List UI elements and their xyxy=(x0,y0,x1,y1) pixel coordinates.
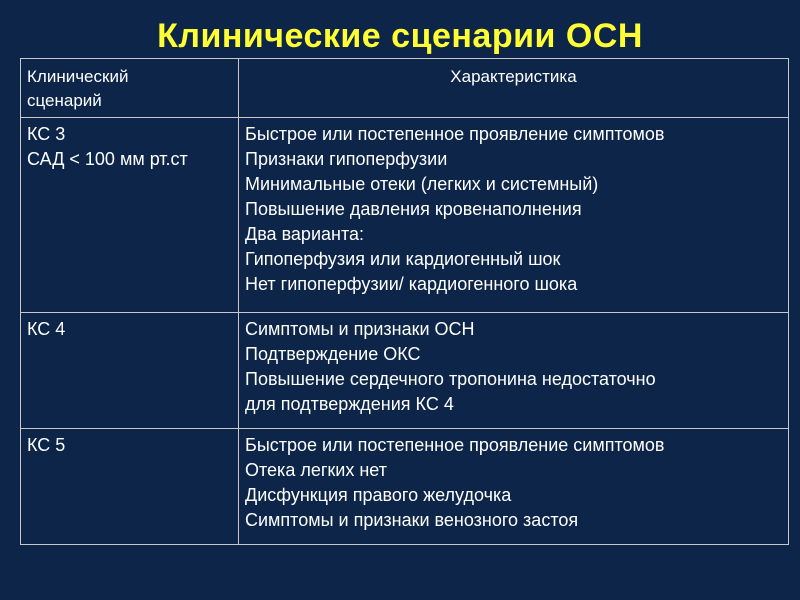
characteristic-cell xyxy=(239,313,789,429)
characteristic-cell xyxy=(239,118,789,313)
characteristic-line: Быстрое или постепенное проявление симптомов xyxy=(245,435,665,455)
slide-title: Клинические сценарии ОСН xyxy=(157,17,643,55)
characteristic-line: Гипоперфузия или кардиогенный шок xyxy=(245,249,561,269)
table-row xyxy=(21,313,789,429)
characteristic-line: Повышение давления кровенаполнения xyxy=(245,199,582,219)
header-characteristic xyxy=(239,59,789,118)
characteristic-line: Дисфункция правого желудочка xyxy=(245,485,512,505)
header-scenario-label: Клинический сценарий xyxy=(27,67,129,110)
table-header-row xyxy=(21,59,789,118)
scenario-cell xyxy=(21,118,239,313)
header-characteristic-label: Характеристика xyxy=(450,67,577,86)
scenario-name: КС 5 xyxy=(27,435,66,455)
scenarios-table xyxy=(20,58,789,545)
characteristic-line: Отека легких нет xyxy=(245,460,387,480)
characteristic-line: Симптомы и признаки ОСН xyxy=(245,319,475,339)
characteristic-line: Два варианта: xyxy=(245,224,365,244)
characteristic-line: для подтверждения КС 4 xyxy=(245,394,454,414)
characteristic-line: Симптомы и признаки венозного застоя xyxy=(245,510,579,530)
table-row xyxy=(21,118,789,313)
header-scenario xyxy=(21,59,239,118)
characteristic-line: Быстрое или постепенное проявление симптомов xyxy=(245,124,665,144)
characteristic-line: Минимальные отеки (легких и системный) xyxy=(245,174,599,194)
characteristic-line: Признаки гипоперфузии xyxy=(245,149,448,169)
scenario-cell xyxy=(21,429,239,545)
table-row xyxy=(21,429,789,545)
characteristic-line: Нет гипоперфузии/ кардиогенного шока xyxy=(245,274,578,294)
characteristic-line: Повышение сердечного тропонина недостаточно xyxy=(245,369,656,389)
characteristic-cell xyxy=(239,429,789,545)
scenario-cell xyxy=(21,313,239,429)
scenario-condition: САД < 100 мм рт.ст xyxy=(27,149,188,169)
characteristic-line: Подтверждение ОКС xyxy=(245,344,421,364)
scenario-name: КС 4 xyxy=(27,319,66,339)
scenario-name: КС 3 xyxy=(27,124,66,144)
